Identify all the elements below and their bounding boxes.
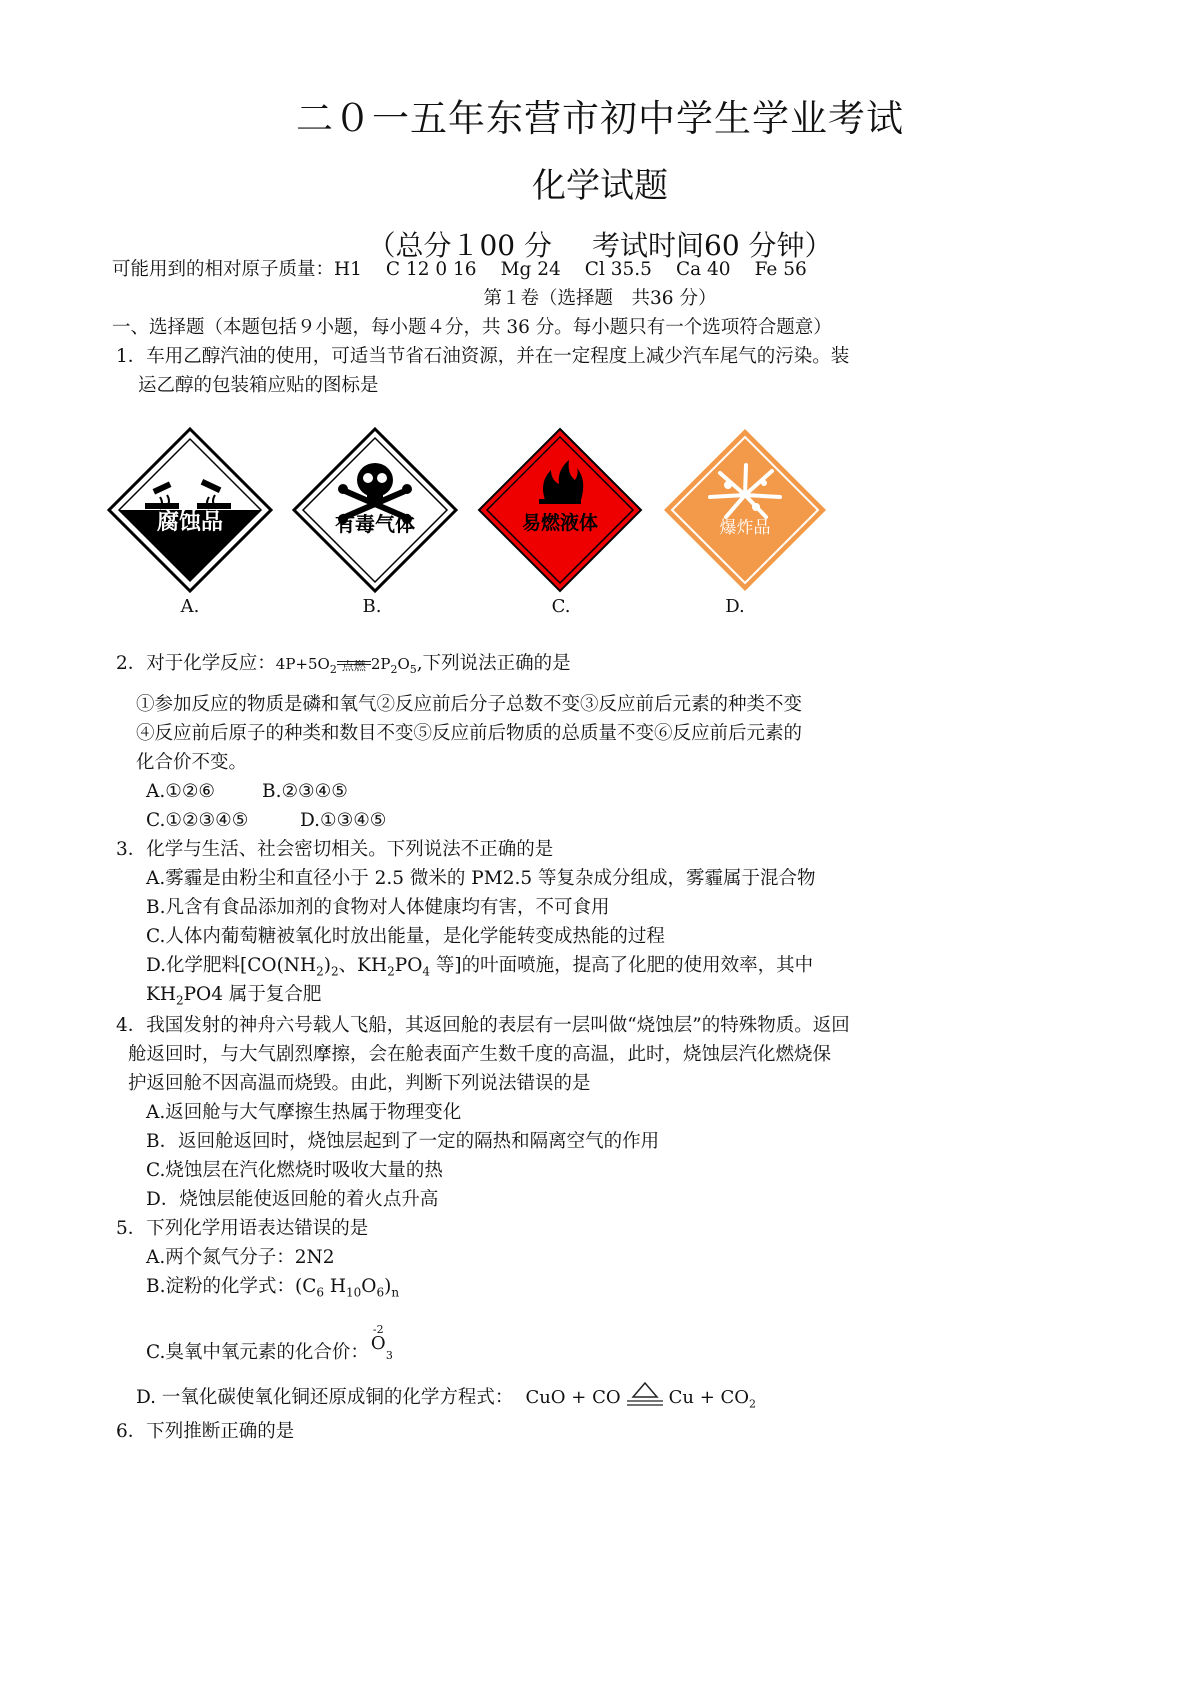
explosive-sign <box>660 425 830 595</box>
option-text: D. 一氧化碳使氧化铜还原成铜的化学方程式： <box>136 1387 514 1408</box>
element-symbol: O <box>370 1333 386 1354</box>
option-text: O <box>361 1276 377 1297</box>
option-text: B.淀粉的化学式：(C <box>146 1276 317 1297</box>
ozone-valence-formula <box>369 1323 397 1362</box>
question-2-option-c: C.①②③④⑤ <box>146 810 249 831</box>
atomic-masses-label: 可能用到的相对原子质量： <box>112 259 335 280</box>
option-a-label: A. <box>180 596 200 617</box>
subscript: 2 <box>331 964 339 979</box>
subscript: 2 <box>387 964 395 979</box>
question-5-stem: 5．下列化学用语表达错误的是 <box>116 1218 369 1239</box>
question-5-option-c <box>146 1323 397 1365</box>
heat-arrow <box>625 1381 665 1409</box>
question-3-option-d-line2 <box>146 983 321 1013</box>
reaction-condition: 点燃 <box>341 659 366 673</box>
question-4-option-d: D．烧蚀层能使返回舱的着火点升高 <box>146 1189 439 1210</box>
question-5-option-d <box>136 1381 756 1417</box>
flammable-liquid-sign-text: 易燃液体 <box>521 512 598 534</box>
question-3-stem: 3．化学与生活、社会密切相关。下列说法不正确的是 <box>116 839 554 860</box>
option-text: ) <box>384 1276 392 1297</box>
explosive-sign-text: 爆炸品 <box>719 518 771 538</box>
heat-triangle-icon <box>625 1381 665 1409</box>
subscript: 2 <box>175 993 184 1008</box>
question-3-option-c: C.人体内葡萄糖被氧化时放出能量，是化学能转变成热能的过程 <box>146 926 665 947</box>
equation-product-o: O <box>397 655 410 673</box>
subject-title: 化学试题 <box>532 166 668 206</box>
option-text: D.化学肥料[CO(NH <box>146 955 317 976</box>
equation-reactants: 4P+5O <box>275 655 330 673</box>
exam-time: 考试时间60 分钟） <box>592 229 833 262</box>
question-5-option-b <box>146 1275 399 1305</box>
question-4-option-b: B．返回舱返回时，烧蚀层起到了一定的隔热和隔离空气的作用 <box>146 1131 660 1152</box>
question-4-line3: 护返回舱不因高温而烧毁。由此，判断下列说法错误的是 <box>128 1073 591 1094</box>
option-text: 等]的叶面喷施，提高了化肥的使用效率，其中 <box>430 955 814 976</box>
question-2-statement-line2: ④反应前后原子的种类和数目不变⑤反应前后物质的总质量不变⑥反应前后元素的 <box>136 723 803 744</box>
question-5-option-a: A.两个氮气分子：2N2 <box>146 1247 335 1268</box>
option-text: PO4 属于复合肥 <box>183 984 322 1005</box>
exam-title: 二０一五年东营市初中学生学业考试 <box>296 97 904 140</box>
option-text: KH <box>146 984 176 1005</box>
question-2-suffix: ,下列说法正确的是 <box>416 653 571 674</box>
question-2-statement-line3: 化合价不变。 <box>136 752 248 773</box>
equation-products: Cu + CO <box>668 1387 750 1408</box>
copper-reduction-equation <box>525 1381 756 1417</box>
option-b-label: B. <box>362 596 382 617</box>
volume-heading: 第１卷（选择题 共36 分） <box>483 288 717 309</box>
option-text: C.臭氧中氧元素的化合价： <box>146 1342 369 1363</box>
option-d-label: D. <box>725 596 745 617</box>
option-text: 、KH <box>338 955 388 976</box>
option-c-label: C. <box>551 596 571 617</box>
question-2-stem <box>116 652 571 682</box>
subscript: 6 <box>316 1285 324 1300</box>
atomic-masses <box>112 258 831 282</box>
phosphorus-combustion-equation <box>276 652 417 682</box>
subscript: n <box>391 1285 400 1300</box>
subscript: 2 <box>749 1397 757 1411</box>
equation-product: 2P <box>370 655 391 673</box>
question-2-prefix: 2．对于化学反应： <box>116 653 276 674</box>
corrosive-sign-text: 腐蚀品 <box>156 510 223 535</box>
question-6-stem: 6．下列推断正确的是 <box>116 1421 295 1442</box>
subscript: 2 <box>390 663 398 676</box>
option-text: H <box>324 1276 347 1297</box>
subscript: 2 <box>316 964 324 979</box>
question-3-option-d <box>146 954 813 984</box>
subscript: 2 <box>329 663 337 676</box>
question-4-line2: 舱返回时，与大气剧烈摩擦，会在舱表面产生数千度的高温，此时，烧蚀层汽化燃烧保 <box>128 1044 832 1065</box>
atomic-mass-item: H1 <box>334 259 362 280</box>
explosion-icon <box>660 425 830 595</box>
subscript: 4 <box>422 964 431 979</box>
option-text: ) <box>323 955 331 976</box>
question-3-option-b: B.凡含有食品添加剂的食物对人体健康均有害，不可食用 <box>146 897 610 918</box>
question-3-option-a: A.雾霾是由粉尘和直径小于 2.5 微米的 PM2.5 等复杂成分组成，雾霾属于混合物 <box>146 868 816 889</box>
question-1-line1: 1．车用乙醇汽油的使用，可适当节省石油资源，并在一定程度上减少汽车尾气的污染。装 <box>116 346 850 367</box>
question-2-option-b: B.②③④⑤ <box>262 781 348 802</box>
question-4-line1: 4．我国发射的神舟六号载人飞船，其返回舱的表层有一层叫做“烧蚀层”的特殊物质。返回 <box>116 1015 850 1036</box>
atomic-mass-item: Mg 24 <box>500 259 561 280</box>
option-text: PO <box>394 955 423 976</box>
subscript: 6 <box>376 1285 385 1300</box>
toxic-gas-sign-text: 有毒气体 <box>335 512 415 536</box>
subscript: 10 <box>346 1285 362 1300</box>
question-2-option-a: A.①②⑥ <box>146 781 215 802</box>
question-4-option-c: C.烧蚀层在汽化燃烧时吸收大量的热 <box>146 1160 443 1181</box>
atomic-mass-item: Ca 40 <box>675 259 731 280</box>
total-score: （总分１00 分 <box>367 229 552 262</box>
atomic-mass-item: Cl 35.5 <box>584 259 652 280</box>
section-heading: 一、选择题（本题包括９小题，每小题４分，共 36 分。每小题只有一个选项符合题意） <box>112 317 832 338</box>
question-2-option-d: D.①③④⑤ <box>300 810 387 831</box>
question-4-option-a: A.返回舱与大气摩擦生热属于物理变化 <box>146 1102 462 1123</box>
valence-mark: -2 <box>372 1323 384 1336</box>
subscript: 3 <box>385 1349 393 1362</box>
question-2-statement-line1: ①参加反应的物质是磷和氧气②反应前后分子总数不变③反应前后元素的种类不变 <box>136 694 803 715</box>
atomic-mass-item: C 12 0 16 <box>385 259 477 280</box>
atomic-mass-item: Fe 56 <box>754 259 807 280</box>
subscript: 5 <box>409 663 417 676</box>
equation-reactants: CuO + CO <box>525 1387 621 1408</box>
question-1-line2: 运乙醇的包装箱应贴的图标是 <box>138 375 379 396</box>
